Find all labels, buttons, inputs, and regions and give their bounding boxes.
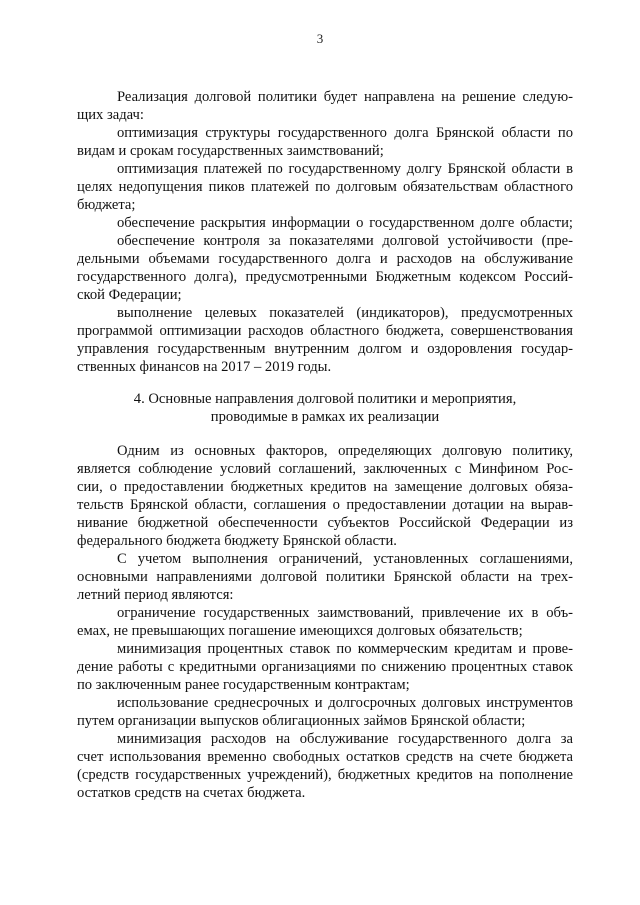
text-line: оптимизация платежей по государственному долгу Брянской области в bbox=[117, 161, 573, 177]
text-line: является соблюдение условий соглашений, заключенных с Минфином Рос- bbox=[77, 461, 573, 477]
text-line: обеспечение контроля за показателями долговой устойчивости (пре- bbox=[117, 233, 573, 249]
text-line: емах, не превышающих погашение имеющихся долговых обязательств; bbox=[77, 623, 523, 639]
text-line: программой оптимизации расходов областного бюджета, совершенствования bbox=[77, 323, 573, 339]
text-line: бюджета; bbox=[77, 197, 136, 213]
text-line: Реализация долговой политики будет направлена на решение следую- bbox=[117, 89, 573, 105]
text-line: использование среднесрочных и долгосрочных долговых инструментов bbox=[117, 695, 573, 711]
text-line: нивание бюджетной обеспеченности субъектов Российской Федерации из bbox=[77, 515, 573, 531]
text-line: счет использования временно свободных остатков средств на счете бюджета bbox=[77, 749, 573, 765]
text-line: выполнение целевых показателей (индикаторов), предусмотренных bbox=[117, 305, 573, 321]
text-line: Одним из основных факторов, определяющих долговую политику, bbox=[117, 443, 573, 459]
page-number: 3 bbox=[316, 31, 324, 46]
text-line: (средств государственных учреждений), бюджетных кредитов на пополнение bbox=[77, 767, 573, 783]
text-line: по заключенным ранее государственным контрактам; bbox=[77, 677, 410, 693]
text-line: целях недопущения пиков платежей по долговым обязательствам областного bbox=[77, 179, 573, 195]
text-line: путем организации выпусков облигационных займов Брянской области; bbox=[77, 713, 526, 729]
text-line: щих задач: bbox=[77, 107, 144, 123]
text-line: ственных финансов на 2017 – 2019 годы. bbox=[77, 359, 332, 375]
text-line: управления государственным внутренним долгом и оздоровления государ- bbox=[77, 341, 573, 357]
text-line: сии, о предоставлении бюджетных кредитов на замещение долговых обяза- bbox=[77, 479, 573, 495]
text-line: оптимизация структуры государственного долга Брянской области по bbox=[117, 125, 573, 141]
text-line: тельств Брянской области, соглашения о предоставлении дотации на вырав- bbox=[77, 497, 573, 513]
section-heading: проводимые в рамках их реализации bbox=[210, 409, 440, 425]
text-line: обеспечение раскрытия информации о государственном долге области; bbox=[117, 215, 573, 231]
text-line: дельными объемами государственного долга и расходов на обслуживание bbox=[77, 251, 573, 267]
text-line: видам и срокам государственных заимствований; bbox=[77, 143, 384, 159]
text-line: минимизация расходов на обслуживание государственного долга за bbox=[117, 731, 573, 747]
text-line: дение работы с кредитными организациями по снижению процентных ставок bbox=[77, 659, 573, 675]
text-line: ограничение государственных заимствований, привлечение их в объ- bbox=[117, 605, 573, 621]
text-line: остатков средств на счетах бюджета. bbox=[77, 785, 306, 801]
text-line: федерального бюджета бюджету Брянской области. bbox=[77, 533, 397, 549]
section-heading: 4. Основные направления долговой политики и мероприятия, bbox=[133, 391, 517, 407]
text-line: С учетом выполнения ограничений, установленных соглашениями, bbox=[117, 551, 573, 567]
text-line: государственного долга), предусмотренными Бюджетным кодексом Россий- bbox=[77, 269, 573, 285]
text-line: ской Федерации; bbox=[77, 287, 182, 303]
text-line: летний период являются: bbox=[77, 587, 234, 603]
text-line: основными направлениями долговой политики Брянской области на трех- bbox=[77, 569, 573, 585]
text-line: минимизация процентных ставок по коммерческим кредитам и прове- bbox=[117, 641, 573, 657]
